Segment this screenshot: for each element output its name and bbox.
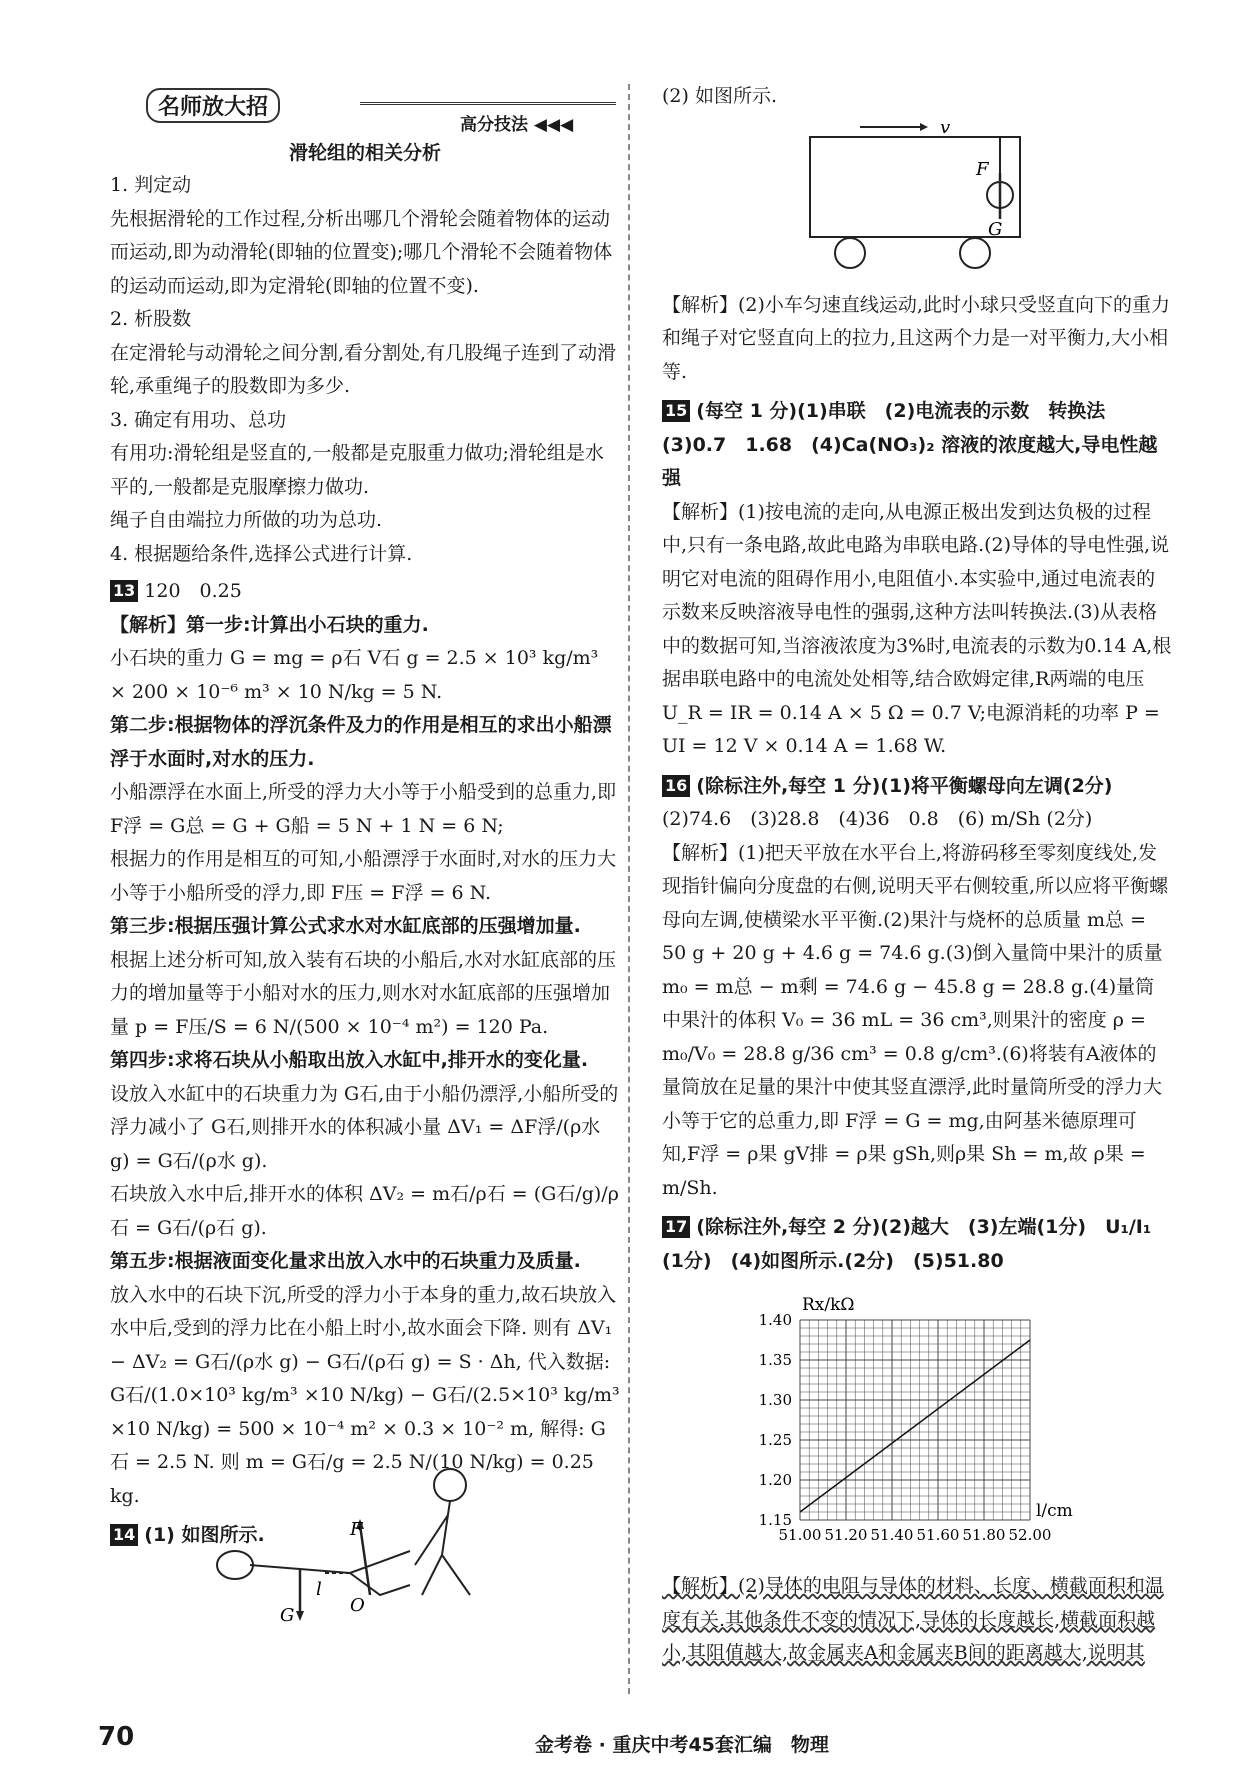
y-axis-label: Rx/kΩ xyxy=(802,1295,855,1315)
q13-number: 13 xyxy=(110,580,138,602)
x-tick-label: 51.60 xyxy=(916,1526,960,1544)
tip-line: 3. 确定有用功、总功 xyxy=(110,408,287,431)
leg-shape xyxy=(350,1573,410,1595)
label-G: G xyxy=(280,1605,295,1625)
q16-answer-row xyxy=(662,770,1172,804)
x-tick-label: 51.40 xyxy=(870,1526,914,1544)
q14-part2: (2) 如图所示. xyxy=(662,85,777,107)
q13-line: 石块放入水中后,排开水的体积 ΔV₂ = m石/ρ石 = (G石/g)/ρ石 = G石/(ρ石 g). xyxy=(110,1183,619,1239)
q13-line: 小船漂浮在水面上,所受的浮力大小等于小船受到的总重力,即F浮 = G总 = G + G船 = 5 N + 1 N = 6 N; xyxy=(110,781,617,837)
q17-answer-row xyxy=(662,1211,1172,1245)
girl-head xyxy=(434,1469,466,1501)
q13-line: 设放入水缸中的石块重力为 G石,由于小船仍漂浮,小船所受的浮力减小了 G石,则排开水的体积减小量 ΔV₁ = ΔF浮/(ρ水 g) = G石/(ρ水 g). xyxy=(110,1082,619,1172)
q13-line: 第三步:根据压强计算公式求水对水缸底部的压强增加量. xyxy=(110,915,581,937)
label-l: l xyxy=(316,1579,322,1600)
footer-text: 金考卷 · 重庆中考45套汇编 物理 xyxy=(535,1734,829,1756)
body-shape xyxy=(250,1551,410,1573)
q16-answer2: (2)74.6 (3)28.8 (4)36 0.8 (6) m/Sh (2分) xyxy=(662,808,1093,830)
q13-line: 放入水中的石块下沉,所受的浮力小于本身的重力,故石块放入水中后,受到的浮力比在小船上时小,故水面会下降. 则有 ΔV₁ − ΔV₂ = G石/(ρ水 g) − G石/(ρ石 g) = S · Δh, 代入数据: xyxy=(110,1283,617,1373)
y-tick-label: 1.20 xyxy=(758,1471,792,1489)
tip-line: 4. 根据题给条件,选择公式进行计算. xyxy=(110,542,413,565)
q14-part1: (1) 如图所示. xyxy=(144,1524,265,1546)
x-tick-label: 51.00 xyxy=(778,1526,822,1544)
q15-answer-row xyxy=(662,395,1172,496)
girl-body xyxy=(415,1501,470,1595)
q16-analysis: 【解析】(1)把天平放在水平台上,将游码移至零刻度线处,发现指针偏向分度盘的右侧,说明天平右侧较重,所以应将平衡螺母向左调,使横梁水平平衡.(2)果汁与烧杯的总质量 m总 = 50 g + 20 g + 4.6 g = 74.6 g.(3)倒入量筒中果汁的质量 m₀ = m总 − m剩 = 74.6 g − 45.8 g = 28.8 g.(4)量筒中果汁的体积 V₀ = 36 mL = 36 cm³,则果汁的密度 ρ = m₀/V₀ = 28.8 g/36 cm³ = 0.8 g/cm³.(6)将装有A液体的量筒放在足量的果汁中使其竖直漂浮,此时量筒所受的浮力大小等于它的总重力,即 F浮 = G = mg,由阿基米德原理可知,F浮 = ρ果 gV排 = ρ果 gSh,则ρ果 Sh = m,故 ρ果 = m/Sh. xyxy=(662,841,1169,1199)
y-tick-label: 1.35 xyxy=(758,1351,792,1369)
q13-line: 【解析】第一步:计算出小石块的重力. xyxy=(110,613,429,636)
wheel-left xyxy=(835,238,865,268)
tip-line: 先根据滑轮的工作过程,分析出哪几个滑轮会随着物体的运动而运动,即为动滑轮(即轴的位置变);哪几个滑轮不会随着物体的运动而运动,即为定滑轮(即轴的位置不变). xyxy=(110,207,613,297)
q13-line: 第四步:求将石块从小船取出放入水缸中,排开水的变化量. xyxy=(110,1049,589,1071)
q13-line: 第五步:根据液面变化量求出放入水中的石块重力及质量. xyxy=(110,1250,581,1272)
q17-number: 17 xyxy=(662,1216,690,1238)
tip-line: 绳子自由端拉力所做的功为总功. xyxy=(110,509,383,531)
q13-answer-row xyxy=(110,575,620,609)
label-F: F xyxy=(976,159,989,180)
x-tick-label: 52.00 xyxy=(1008,1526,1052,1544)
q15-number: 15 xyxy=(662,400,690,422)
label-O: O xyxy=(350,1595,365,1616)
label-G: G xyxy=(988,219,1003,240)
q17-chart xyxy=(730,1290,1100,1560)
wheel-right xyxy=(960,238,990,268)
q17-answer1: (除标注外,每空 2 分)(2)越大 (3)左端(1分) U₁/I₁ xyxy=(696,1216,1152,1238)
q14-cart-figure xyxy=(800,115,1040,280)
tip-line: 2. 析股数 xyxy=(110,308,192,330)
tip-line: 有用功:滑轮组是竖直的,一般都是克服重力做功;滑轮组是水平的,一般都是克服摩擦力做功. xyxy=(110,442,604,498)
q13-line: G石/(1.0×10³ kg/m³ ×10 N/kg) − G石/(2.5×10³ kg/m³ ×10 N/kg) = 500 × 10⁻⁴ m² × 0.3 × 10⁻² m, 解得: G石 = 2.5 N. 则 m = G石/g = 2.5 N/(10 N/kg) = 0.25 kg. xyxy=(110,1384,620,1507)
y-tick-label: 1.15 xyxy=(758,1511,792,1529)
q13-line: 根据上述分析可知,放入装有石块的小船后,水对水缸底部的压力的增加量等于小船对水的压力,则水对水缸底部的压强增加量 p = F压/S = 6 N/(500 × 10⁻⁴ m²) = 120 Pa. xyxy=(110,948,617,1038)
q14-lever-figure xyxy=(210,1455,510,1625)
q13-line: 第二步:根据物体的浮沉条件及力的作用是相互的求出小船漂浮于水面时,对水的压力. xyxy=(110,714,612,770)
q16-answer1: (除标注外,每空 1 分)(1)将平衡螺母向左调(2分) xyxy=(696,774,1113,797)
left-column xyxy=(110,80,620,1553)
q15-answer: (每空 1 分)(1)串联 (2)电流表的示数 转换法 (3)0.7 1.68 (4)Ca(NO₃)₂ 溶液的浓度越大,导电性越强 xyxy=(662,400,1158,489)
q13-line: 根据力的作用是相互的可知,小船漂浮于水面时,对水的压力大小等于小船所受的浮力,即 F压 = F浮 = 6 N. xyxy=(110,848,617,904)
tip-box xyxy=(110,138,620,571)
tip-subtitle: 高分技法 ◀◀◀ xyxy=(460,115,574,135)
x-tick-label: 51.20 xyxy=(824,1526,868,1544)
q14-number: 14 xyxy=(110,1524,138,1546)
x-tick-label: 51.80 xyxy=(962,1526,1006,1544)
q13-line: 小石块的重力 G = mg = ρ石 V石 g = 2.5 × 10³ kg/m³ × 200 × 10⁻⁶ m³ × 10 N/kg = 5 N. xyxy=(110,647,599,703)
label-v: v xyxy=(940,117,951,138)
q17-analysis: 【解析】(2)导体的电阻与导体的材料、长度、横截面积和温度有关.其他条件不变的情况下,导体的长度越长,横截面积越小,其阻值越大,故金属夹A和金属夹B间的距离越大,说明其 xyxy=(662,1575,1164,1664)
q17-answer2: (1分) (4)如图所示.(2分) (5)51.80 xyxy=(662,1249,1004,1272)
label-F: F xyxy=(350,1519,363,1540)
y-tick-label: 1.40 xyxy=(758,1311,792,1329)
gravity-arrow-head xyxy=(296,1611,304,1621)
y-tick-label: 1.30 xyxy=(758,1391,792,1409)
series-line xyxy=(800,1340,1030,1512)
q15-analysis: 【解析】(1)按电流的走向,从电源正极出发到达负极的过程中,只有一条电路,故此电路为串联电路.(2)导体的导电性强,说明它对电流的阻碍作用小,电阻值小.本实验中,通过电流表的示数来反映溶液导电性的强弱,这种方法叫转换法.(3)从表格中的数据可知,当溶液浓度为3%时,电流表的示数为0.14 A,根据串联电路中的电流处处相等,结合欧姆定律,R两端的电压 U_R = IR = 0.14 A × 5 Ω = 0.7 V;电源消耗的功率 P = UI = 12 V × 0.14 A = 1.68 W. xyxy=(662,500,1172,757)
column-divider xyxy=(628,84,630,1694)
velocity-arrow-head xyxy=(920,123,928,131)
q17-analysis-block xyxy=(662,1570,1172,1671)
y-tick-label: 1.25 xyxy=(758,1431,792,1449)
tip-line: 1. 判定动 xyxy=(110,174,192,196)
page-number: 70 xyxy=(98,1722,135,1752)
x-axis-label: l/cm xyxy=(1036,1501,1073,1521)
tip-line: 在定滑轮与动滑轮之间分割,看分割处,有几股绳子连到了动滑轮,承重绳子的股数即为多少. xyxy=(110,341,617,397)
q13-answer: 120 0.25 xyxy=(144,580,242,602)
tip-title: 名师放大招 xyxy=(146,88,280,123)
head-shape xyxy=(217,1551,253,1579)
q14-analysis: 【解析】(2)小车匀速直线运动,此时小球只受竖直向下的重力和绳子对它竖直向上的拉力,且这两个力是一对平衡力,大小相等. xyxy=(662,293,1170,383)
q16-number: 16 xyxy=(662,775,690,797)
tip-heading: 滑轮组的相关分析 xyxy=(288,142,441,164)
